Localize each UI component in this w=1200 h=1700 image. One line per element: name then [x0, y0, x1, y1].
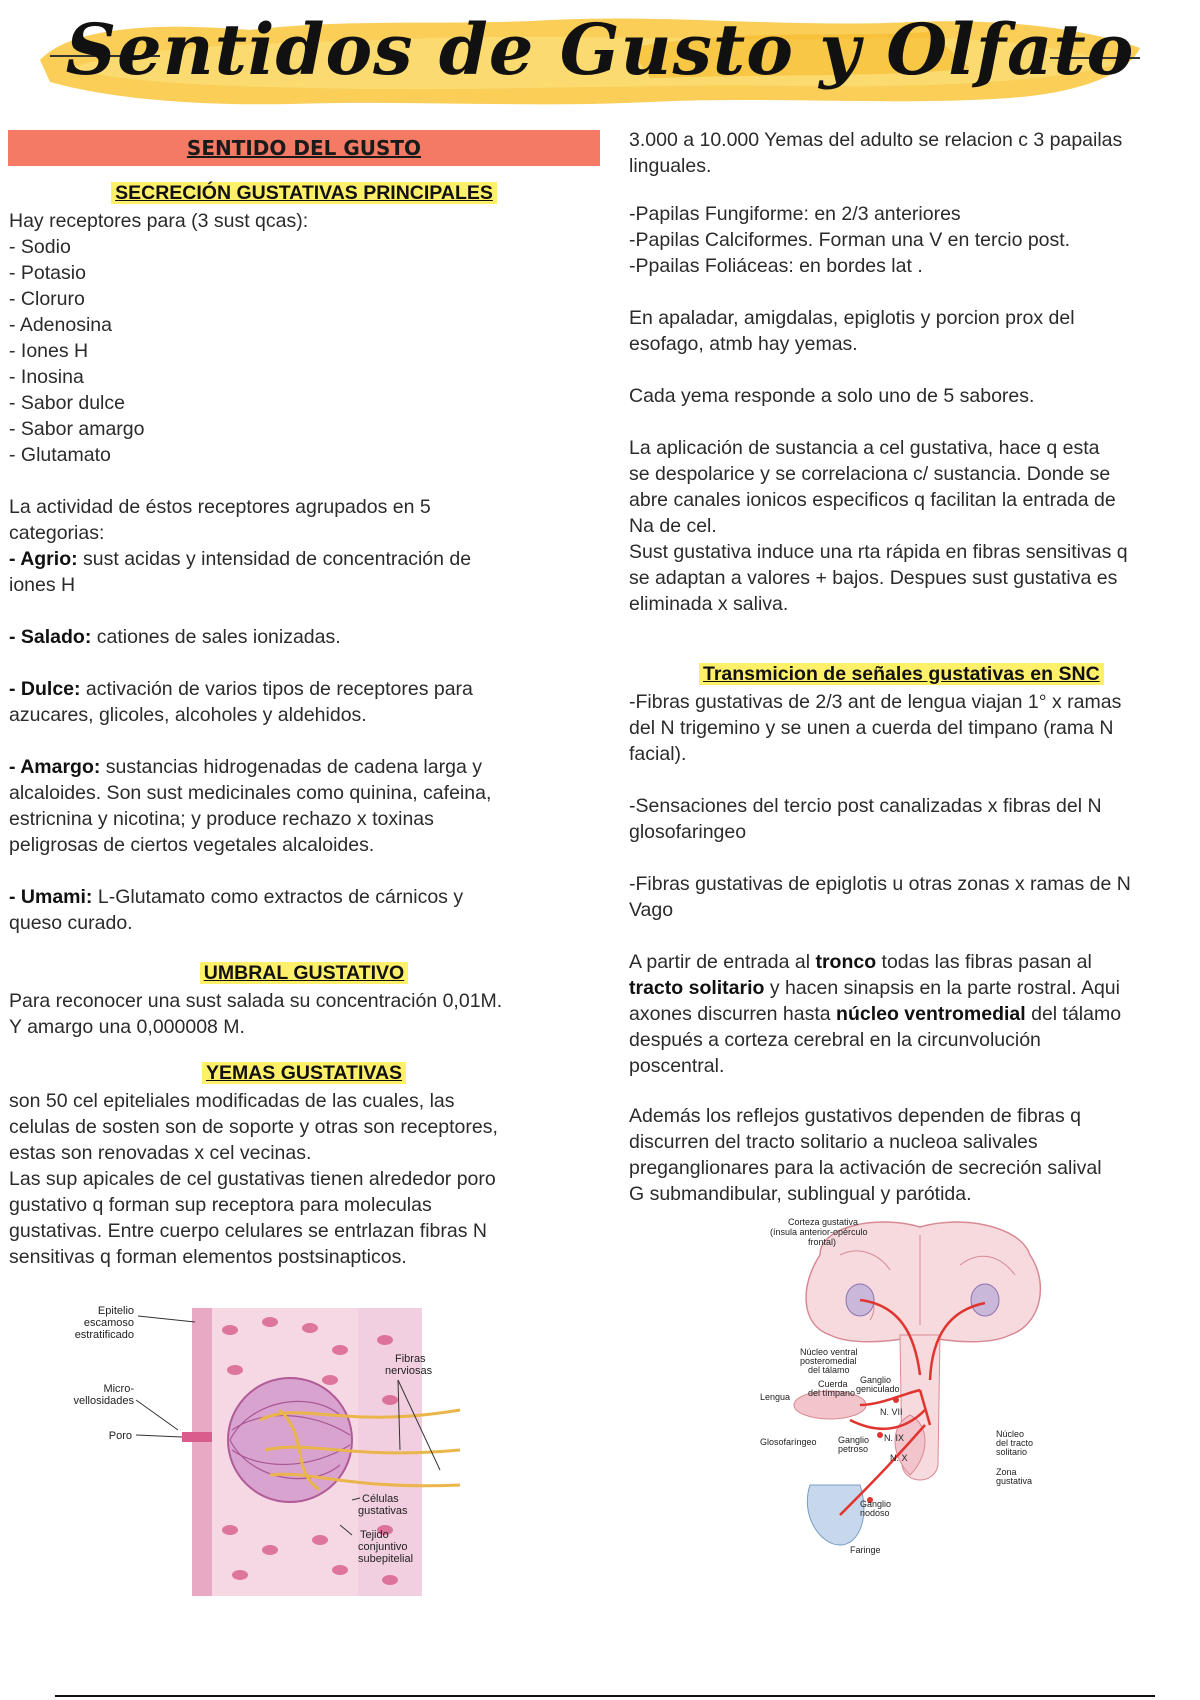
receptors-intro: Hay receptores para (3 sust qcas): [9, 210, 309, 232]
right-column [629, 127, 1200, 1207]
label-faringe: Faringe [850, 1545, 881, 1555]
left-column [9, 130, 599, 1270]
list-item: - Glutamato [9, 444, 111, 466]
svg-text:gustativa: gustativa [996, 1476, 1033, 1486]
umami-item: - Umami: L-Glutamato como extractos de cárnicos y [9, 886, 464, 908]
label-n-x: N. X [890, 1453, 908, 1463]
text-line: poscentral. [629, 1055, 725, 1077]
label-zona-gustativa: Zona [996, 1467, 1017, 1477]
yemas-line: gustativo q forman sup receptora para moleculas [9, 1194, 432, 1216]
text-line: del N trigemino y se unen a cuerda del timpano (rama N [629, 717, 1114, 739]
list-item: - Iones H [9, 340, 89, 362]
text-line: Cada yema responde a solo uno de 5 sabores. [629, 385, 1035, 407]
taste-bud-figure [40, 1300, 480, 1600]
text-line: Na de cel. [629, 515, 717, 537]
svg-text:del tracto: del tracto [996, 1438, 1034, 1448]
heading-secrecion: SECRECIÓN GUSTATIVAS PRINCIPALES [9, 180, 599, 208]
text-line: tracto solitario y hacen sinapsis en la parte rostral. Aqui [629, 977, 1120, 999]
label-cuerda: Cuerda [818, 1379, 848, 1389]
label-corteza: Corteza gustativa [788, 1217, 859, 1227]
label-n-ix: N. IX [884, 1433, 905, 1443]
label-microvellosidades: Micro- [103, 1383, 134, 1395]
dulce-item-cont: azucares, glicoles, alcoholes y aldehidos. [9, 704, 367, 726]
list-item: - Inosina [9, 366, 84, 388]
yemas-line: gustativas. Entre cuerpo celulares se entrlazan fibras N [9, 1220, 487, 1242]
list-item: - Cloruro [9, 288, 85, 310]
svg-text:estratificado: estratificado [74, 1329, 134, 1341]
bottom-divider [55, 1695, 1155, 1697]
actividad-line: La actividad de éstos receptores agrupados en 5 [9, 496, 431, 518]
text-line: abre canales ionicos especificos q facilitan la entrada de [629, 489, 1116, 511]
text-line: La aplicación de sustancia a cel gustativa, hace q esta [629, 437, 1100, 459]
svg-text:del tímpano: del tímpano [808, 1388, 856, 1398]
dulce-item: - Dulce: activación de varios tipos de receptores para [9, 678, 473, 700]
amargo-item-cont: peligrosas de ciertos vegetales alcaloides. [9, 834, 375, 856]
list-item: - Potasio [9, 262, 86, 284]
amargo-item-cont: estricnina y nicotina; y produce rechazo x toxinas [9, 808, 434, 830]
list-item: - Sabor dulce [9, 392, 125, 414]
papilas-line: -Ppailas Foliáceas: en bordes lat . [629, 255, 923, 277]
agrio-item: - Agrio: sust acidas y intensidad de concentración de [9, 548, 472, 570]
page-title: Sentidos de Gusto y Olfato [65, 8, 1135, 91]
text-line: A partir de entrada al tronco todas las fibras pasan al [629, 951, 1092, 973]
yemas-line: celulas de sosten son de soporte y otras son receptores, [9, 1116, 498, 1138]
label-glosofaringeo: Glosofaríngeo [760, 1437, 817, 1447]
umbral-line: Para reconocer una sust salada su concentración 0,01M. [9, 990, 503, 1012]
papilas-line: -Papilas Calciformes. Forman una V en tercio post. [629, 229, 1071, 251]
text-line: -Sensaciones del tercio post canalizadas x fibras del N [629, 795, 1102, 817]
text-line: -Fibras gustativas de epiglotis u otras zonas x ramas de N [629, 873, 1131, 895]
papilas-line: -Papilas Fungiforme: en 2/3 anteriores [629, 203, 961, 225]
text-line: discurren del tracto solitario a nucleoa salivales [629, 1131, 1038, 1153]
svg-text:gustativas: gustativas [358, 1505, 408, 1517]
text-line: después a corteza cerebral en la circunvolución [629, 1029, 1041, 1051]
text-line: Sust gustativa induce una rta rápida en fibras sensitivas q [629, 541, 1128, 563]
text-line: se despolarice y se correlaciona c/ sustancia. Donde se [629, 463, 1111, 485]
heading-yemas: YEMAS GUSTATIVAS [9, 1060, 599, 1088]
label-lengua: Lengua [760, 1392, 791, 1402]
svg-text:petroso: petroso [838, 1444, 869, 1454]
svg-text:frontal): frontal) [808, 1237, 837, 1247]
label-fibras: Fibras [395, 1353, 426, 1365]
text-line: Además los reflejos gustativos dependen de fibras q [629, 1105, 1082, 1127]
yemas-line: Las sup apicales de cel gustativas tienen alrededor poro [9, 1168, 496, 1190]
yemas-line: estas son renovadas x cel vecinas. [9, 1142, 312, 1164]
label-epitelio: Epitelio [97, 1305, 134, 1317]
label-poro: Poro [108, 1430, 132, 1442]
section-header-text: SENTIDO DEL GUSTO [186, 136, 422, 160]
text-line: axones discurren hasta núcleo ventromedial del tálamo [629, 1003, 1122, 1025]
umbral-line: Y amargo una 0,000008 M. [9, 1016, 245, 1038]
label-ganglio-geniculado: Ganglio [860, 1375, 892, 1385]
heading-transmision: Transmicion de señales gustativas en SNC [629, 661, 1200, 689]
svg-text:conjuntivo: conjuntivo [358, 1541, 408, 1553]
svg-text:nerviosas: nerviosas [385, 1365, 433, 1377]
salado-item: - Salado: cationes de sales ionizadas. [9, 626, 341, 648]
svg-text:(ínsula anterior-opérculo: (ínsula anterior-opérculo [770, 1227, 868, 1237]
text-line: eliminada x saliva. [629, 593, 789, 615]
list-item: - Sodio [9, 236, 71, 258]
label-tejido: Tejido [360, 1529, 389, 1541]
text-line: linguales. [629, 155, 712, 177]
svg-text:posteromedial: posteromedial [800, 1356, 857, 1366]
text-line: Vago [629, 899, 674, 921]
svg-text:geniculado: geniculado [856, 1384, 900, 1394]
label-celulas: Células [362, 1493, 399, 1505]
text-line: -Fibras gustativas de 2/3 ant de lengua viajan 1° x ramas [629, 691, 1122, 713]
text-line: G submandibular, sublingual y parótida. [629, 1183, 972, 1205]
umami-item-cont: queso curado. [9, 912, 133, 934]
label-nucleo-tracto: Núcleo [996, 1429, 1025, 1439]
label-n-vii: N. VII [880, 1407, 903, 1417]
gustatory-pathway-figure [760, 1215, 1080, 1595]
svg-text:subepitelial: subepitelial [358, 1553, 414, 1565]
label-nucleo-ventral: Núcleo ventral [800, 1347, 858, 1357]
svg-text:solitario: solitario [996, 1447, 1028, 1457]
svg-text:nodoso: nodoso [860, 1508, 890, 1518]
yemas-line: sensitivas q forman elementos postsinapticos. [9, 1246, 407, 1268]
text-line: se adaptan a valores + bajos. Despues sust gustativa es [629, 567, 1118, 589]
svg-text:escamoso: escamoso [83, 1317, 134, 1329]
list-item: - Sabor amargo [9, 418, 145, 440]
list-item: - Adenosina [9, 314, 112, 336]
actividad-line: categorias: [9, 522, 105, 544]
agrio-item-cont: iones H [9, 574, 76, 596]
amargo-item-cont: alcaloides. Son sust medicinales como quinina, cafeina, [9, 782, 492, 804]
yemas-line: son 50 cel epiteliales modificadas de las cuales, las [9, 1090, 455, 1112]
text-line: esofago, atmb hay yemas. [629, 333, 858, 355]
text-line: preganglionares para la activación de secreción salival [629, 1157, 1102, 1179]
heading-umbral: UMBRAL GUSTATIVO [9, 960, 599, 988]
amargo-item: - Amargo: sustancias hidrogenadas de cadena larga y [9, 756, 482, 778]
text-line: 3.000 a 10.000 Yemas del adulto se relacion c 3 papailas [629, 129, 1123, 151]
section-header-gusto [8, 130, 600, 166]
svg-text:vellosidades: vellosidades [73, 1395, 134, 1407]
text-line: En apaladar, amigdalas, epiglotis y porcion prox del [629, 307, 1075, 329]
svg-text:del tálamo: del tálamo [808, 1365, 850, 1375]
text-line: glosofaringeo [629, 821, 747, 843]
label-ganglio-nodoso: Ganglio [860, 1499, 892, 1509]
text-line: facial). [629, 743, 687, 765]
label-ganglio-petroso: Ganglio [838, 1435, 870, 1445]
